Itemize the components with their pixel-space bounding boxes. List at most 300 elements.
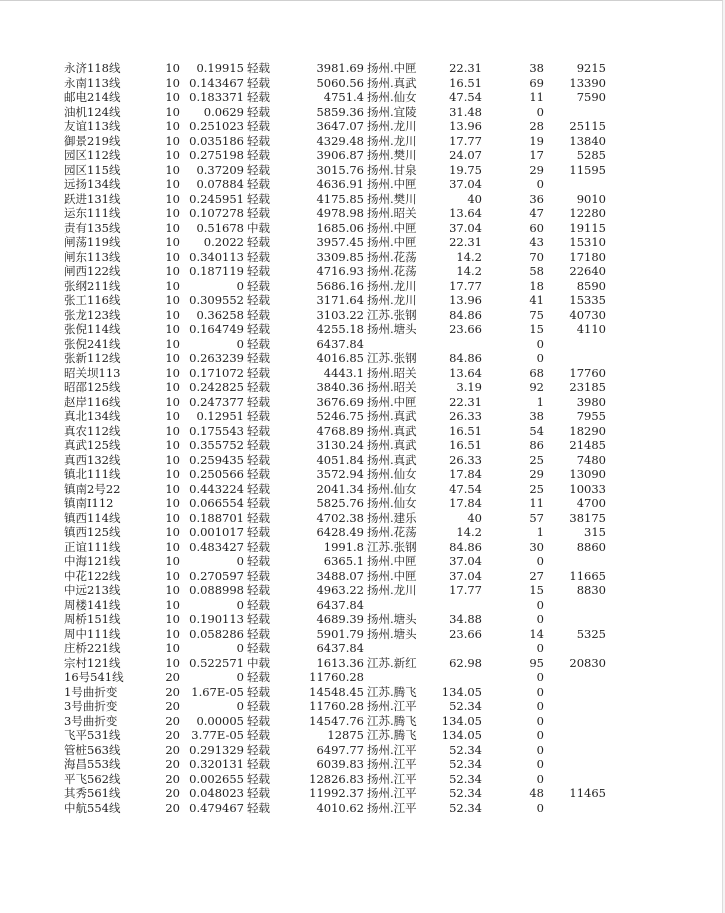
load-status-cell: 轻载 <box>247 496 270 510</box>
value-cell: 4700 <box>576 496 606 510</box>
voltage-cell: 10 <box>165 148 180 162</box>
load-rate-cell: 0.245951 <box>189 191 244 206</box>
line-name-cell: 3号曲折变 <box>64 699 118 713</box>
load-status-cell: 轻载 <box>247 104 270 119</box>
voltage-cell: 10 <box>165 568 180 583</box>
capacity-cell: 4978.98 <box>316 206 364 220</box>
capacity-cell: 4051.84 <box>316 452 364 467</box>
capacity-cell: 4329.48 <box>316 133 364 148</box>
location-cell: 扬州.真武 <box>367 75 417 90</box>
load-status-cell: 轻载 <box>247 249 270 264</box>
location-cell: 江苏.腾飞 <box>367 713 417 728</box>
load-status-cell: 轻载 <box>247 568 270 583</box>
capacity-cell: 2041.34 <box>316 481 364 496</box>
value-cell: 13840 <box>569 133 606 148</box>
distance-cell: 134.05 <box>441 713 482 728</box>
count-cell: 1 <box>536 394 544 409</box>
table-row <box>0 612 722 627</box>
load-rate-cell: 0.002655 <box>189 771 244 786</box>
value-cell: 9010 <box>576 191 606 206</box>
voltage-cell: 20 <box>165 757 180 771</box>
distance-cell: 47.54 <box>449 90 482 104</box>
capacity-cell: 6437.84 <box>316 597 364 612</box>
load-status-cell: 轻载 <box>247 409 270 423</box>
table-row <box>0 714 722 729</box>
load-rate-cell: 0.107278 <box>189 206 244 220</box>
load-rate-cell: 0.164749 <box>189 322 244 336</box>
load-rate-cell: 0.190113 <box>189 612 244 626</box>
voltage-cell: 10 <box>165 61 180 75</box>
line-name-cell: 张龙123线 <box>64 307 121 322</box>
capacity-cell: 6437.84 <box>316 336 364 351</box>
voltage-cell: 10 <box>165 655 180 670</box>
count-cell: 0 <box>536 757 544 771</box>
count-cell: 18 <box>529 278 544 293</box>
load-status-cell: 轻载 <box>247 699 270 713</box>
table-row <box>0 525 722 540</box>
line-name-cell: 闸荡119线 <box>64 235 121 249</box>
count-cell: 30 <box>529 539 544 554</box>
value-cell: 15335 <box>569 293 606 307</box>
distance-cell: 134.05 <box>441 684 482 699</box>
distance-cell: 40 <box>467 191 482 206</box>
table-row <box>0 395 722 410</box>
table-row <box>0 728 722 743</box>
load-status-cell: 轻载 <box>247 771 270 786</box>
capacity-cell: 3840.36 <box>316 380 364 394</box>
line-name-cell: 跃进131线 <box>64 191 121 206</box>
location-cell: 扬州.塘头 <box>367 322 417 336</box>
count-cell: 95 <box>529 655 544 670</box>
location-cell: 江苏.腾飞 <box>367 684 417 699</box>
value-cell: 40730 <box>569 307 606 322</box>
voltage-cell: 20 <box>165 699 180 713</box>
capacity-cell: 3981.69 <box>316 61 364 75</box>
voltage-cell: 10 <box>165 351 180 365</box>
distance-cell: 52.34 <box>449 699 482 713</box>
voltage-cell: 10 <box>165 510 180 525</box>
capacity-cell: 4716.93 <box>316 264 364 278</box>
voltage-cell: 20 <box>165 800 180 815</box>
location-cell: 扬州.昭关 <box>367 365 417 380</box>
value-cell: 3980 <box>576 394 606 409</box>
capacity-cell: 4443.1 <box>323 365 364 380</box>
load-status-cell: 轻载 <box>247 742 270 757</box>
line-name-cell: 镇北111线 <box>64 467 121 481</box>
value-cell: 9215 <box>576 61 606 75</box>
load-status-cell: 轻载 <box>247 206 270 220</box>
load-rate-cell: 0 <box>236 336 244 351</box>
distance-cell: 37.04 <box>449 220 482 235</box>
load-rate-cell: 1.67E-05 <box>191 684 244 699</box>
line-name-cell: 庄桥221线 <box>64 641 121 655</box>
capacity-cell: 4768.89 <box>316 423 364 438</box>
distance-cell: 52.34 <box>449 757 482 771</box>
location-cell: 扬州.龙川 <box>367 278 417 293</box>
distance-cell: 52.34 <box>449 786 482 800</box>
distance-cell: 84.86 <box>449 539 482 554</box>
load-rate-cell: 0.251023 <box>189 119 244 133</box>
voltage-cell: 10 <box>165 336 180 351</box>
voltage-cell: 10 <box>165 452 180 467</box>
voltage-cell: 10 <box>165 191 180 206</box>
load-rate-cell: 0.355752 <box>189 438 244 452</box>
load-status-cell: 轻载 <box>247 467 270 481</box>
location-cell: 江苏.张钢 <box>367 539 417 554</box>
load-rate-cell: 0.340113 <box>189 249 244 264</box>
count-cell: 0 <box>536 713 544 728</box>
voltage-cell: 20 <box>165 771 180 786</box>
distance-cell: 37.04 <box>449 177 482 191</box>
distance-cell: 37.04 <box>449 554 482 568</box>
location-cell: 扬州.真武 <box>367 438 417 452</box>
table-row <box>0 134 722 149</box>
load-rate-cell: 0.183371 <box>189 90 244 104</box>
line-name-cell: 其秀561线 <box>64 786 121 800</box>
load-status-cell: 中载 <box>247 655 270 670</box>
line-name-cell: 邮电214线 <box>64 90 121 104</box>
distance-cell: 22.31 <box>449 394 482 409</box>
load-status-cell: 轻载 <box>247 119 270 133</box>
load-rate-cell: 0.058286 <box>189 626 244 641</box>
value-cell: 8830 <box>576 583 606 597</box>
table-row <box>0 627 722 642</box>
capacity-cell: 3309.85 <box>316 249 364 264</box>
load-status-cell: 轻载 <box>247 510 270 525</box>
line-name-cell: 1号曲折变 <box>64 684 118 699</box>
location-cell: 扬州.江平 <box>367 800 417 815</box>
line-name-cell: 中航554线 <box>64 800 121 815</box>
location-cell: 扬州.龙川 <box>367 293 417 307</box>
table-row <box>0 148 722 163</box>
line-name-cell: 张倪114线 <box>64 322 121 336</box>
table-row <box>0 119 722 134</box>
count-cell: 17 <box>529 148 544 162</box>
voltage-cell: 20 <box>165 713 180 728</box>
table-row <box>0 337 722 352</box>
load-rate-cell: 0.088998 <box>189 583 244 597</box>
load-status-cell: 轻载 <box>247 162 270 177</box>
voltage-cell: 10 <box>165 206 180 220</box>
table-row <box>0 177 722 192</box>
load-status-cell: 轻载 <box>247 394 270 409</box>
value-cell: 10033 <box>569 481 606 496</box>
line-name-cell: 管桩563线 <box>64 742 121 757</box>
table-row <box>0 569 722 584</box>
capacity-cell: 4636.91 <box>316 177 364 191</box>
voltage-cell: 20 <box>165 684 180 699</box>
load-status-cell: 轻载 <box>247 525 270 539</box>
count-cell: 68 <box>529 365 544 380</box>
load-status-cell: 轻载 <box>247 307 270 322</box>
capacity-cell: 12826.83 <box>309 771 364 786</box>
distance-cell: 13.96 <box>449 119 482 133</box>
voltage-cell: 10 <box>165 409 180 423</box>
location-cell: 扬州.花荡 <box>367 525 417 539</box>
distance-cell: 23.66 <box>449 322 482 336</box>
load-status-cell: 轻载 <box>247 336 270 351</box>
load-status-cell: 轻载 <box>247 293 270 307</box>
load-status-cell: 轻载 <box>247 365 270 380</box>
voltage-cell: 10 <box>165 597 180 612</box>
table-row <box>0 192 722 207</box>
voltage-cell: 10 <box>165 525 180 539</box>
table-row <box>0 801 722 816</box>
value-cell: 8860 <box>576 539 606 554</box>
line-name-cell: 宗村121线 <box>64 655 121 670</box>
distance-cell: 52.34 <box>449 742 482 757</box>
location-cell: 扬州.花荡 <box>367 249 417 264</box>
data-table <box>0 61 722 815</box>
capacity-cell: 3647.07 <box>316 119 364 133</box>
distance-cell: 14.2 <box>456 264 482 278</box>
table-row <box>0 540 722 555</box>
table-row <box>0 221 722 236</box>
value-cell: 11665 <box>569 568 606 583</box>
location-cell: 扬州.宜陵 <box>367 104 417 119</box>
distance-cell: 31.48 <box>449 104 482 119</box>
load-status-cell: 轻载 <box>247 133 270 148</box>
line-name-cell: 闸西122线 <box>64 264 121 278</box>
load-rate-cell: 0.247377 <box>189 394 244 409</box>
capacity-cell: 4010.62 <box>316 800 364 815</box>
line-name-cell: 永南113线 <box>64 75 121 90</box>
line-name-cell: 镇西114线 <box>64 510 121 525</box>
location-cell: 扬州.江平 <box>367 699 417 713</box>
capacity-cell: 3676.69 <box>316 394 364 409</box>
load-status-cell: 轻载 <box>247 670 270 684</box>
load-rate-cell: 0.07884 <box>196 177 244 191</box>
capacity-cell: 12875 <box>327 728 364 742</box>
table-row <box>0 670 722 685</box>
voltage-cell: 10 <box>165 641 180 655</box>
count-cell: 0 <box>536 641 544 655</box>
value-cell: 8590 <box>576 278 606 293</box>
load-status-cell: 轻载 <box>247 583 270 597</box>
distance-cell: 14.2 <box>456 249 482 264</box>
distance-cell: 22.31 <box>449 61 482 75</box>
load-status-cell: 轻载 <box>247 728 270 742</box>
line-name-cell: 16号541线 <box>64 670 124 684</box>
table-row <box>0 511 722 526</box>
distance-cell: 16.51 <box>449 75 482 90</box>
capacity-cell: 14547.76 <box>309 713 364 728</box>
table-row <box>0 699 722 714</box>
line-name-cell: 周中111线 <box>64 626 121 641</box>
voltage-cell: 10 <box>165 133 180 148</box>
distance-cell: 17.77 <box>449 278 482 293</box>
load-rate-cell: 0.066554 <box>189 496 244 510</box>
count-cell: 15 <box>529 322 544 336</box>
load-rate-cell: 0.291329 <box>189 742 244 757</box>
line-name-cell: 远扬134线 <box>64 177 121 191</box>
table-row <box>0 380 722 395</box>
line-name-cell: 园区115线 <box>64 162 121 177</box>
capacity-cell: 5825.76 <box>316 496 364 510</box>
load-status-cell: 中载 <box>247 220 270 235</box>
distance-cell: 47.54 <box>449 481 482 496</box>
count-cell: 25 <box>529 481 544 496</box>
line-name-cell: 张纲211线 <box>64 278 121 293</box>
location-cell: 扬州.仙女 <box>367 90 417 104</box>
count-cell: 47 <box>529 206 544 220</box>
value-cell: 20830 <box>569 655 606 670</box>
capacity-cell: 4175.85 <box>316 191 364 206</box>
count-cell: 0 <box>536 800 544 815</box>
line-name-cell: 闸东113线 <box>64 249 121 264</box>
distance-cell: 26.33 <box>449 452 482 467</box>
load-rate-cell: 0.522571 <box>189 655 244 670</box>
capacity-cell: 11760.28 <box>309 670 364 684</box>
table-row <box>0 496 722 511</box>
table-row <box>0 308 722 323</box>
table-row <box>0 293 722 308</box>
distance-cell: 19.75 <box>449 162 482 177</box>
load-rate-cell: 0.259435 <box>189 452 244 467</box>
voltage-cell: 10 <box>165 322 180 336</box>
voltage-cell: 10 <box>165 249 180 264</box>
distance-cell: 13.64 <box>449 206 482 220</box>
location-cell: 扬州.中匣 <box>367 235 417 249</box>
load-status-cell: 轻载 <box>247 684 270 699</box>
location-cell: 扬州.中匣 <box>367 220 417 235</box>
count-cell: 29 <box>529 467 544 481</box>
capacity-cell: 5859.36 <box>316 104 364 119</box>
load-status-cell: 轻载 <box>247 90 270 104</box>
line-name-cell: 中海121线 <box>64 554 121 568</box>
location-cell: 扬州.仙女 <box>367 481 417 496</box>
load-rate-cell: 0.035186 <box>189 133 244 148</box>
table-row <box>0 685 722 700</box>
load-rate-cell: 0.270597 <box>189 568 244 583</box>
capacity-cell: 4963.22 <box>316 583 364 597</box>
line-name-cell: 园区112线 <box>64 148 121 162</box>
voltage-cell: 10 <box>165 612 180 626</box>
distance-cell: 134.05 <box>441 728 482 742</box>
distance-cell: 16.51 <box>449 438 482 452</box>
table-row <box>0 105 722 120</box>
table-row <box>0 453 722 468</box>
load-rate-cell: 0.275198 <box>189 148 244 162</box>
voltage-cell: 10 <box>165 293 180 307</box>
voltage-cell: 10 <box>165 554 180 568</box>
line-name-cell: 赵岸116线 <box>64 394 121 409</box>
count-cell: 38 <box>529 61 544 75</box>
value-cell: 17180 <box>569 249 606 264</box>
table-row <box>0 322 722 337</box>
location-cell: 扬州.樊川 <box>367 191 417 206</box>
value-cell: 4110 <box>576 322 606 336</box>
voltage-cell: 10 <box>165 626 180 641</box>
voltage-cell: 10 <box>165 162 180 177</box>
table-row <box>0 163 722 178</box>
voltage-cell: 10 <box>165 583 180 597</box>
count-cell: 43 <box>529 235 544 249</box>
load-status-cell: 轻载 <box>247 423 270 438</box>
load-status-cell: 轻载 <box>247 539 270 554</box>
count-cell: 0 <box>536 597 544 612</box>
line-name-cell: 御景219线 <box>64 133 121 148</box>
location-cell: 扬州.真武 <box>367 409 417 423</box>
count-cell: 11 <box>529 90 544 104</box>
location-cell: 江苏.张钢 <box>367 307 417 322</box>
count-cell: 0 <box>536 699 544 713</box>
distance-cell: 84.86 <box>449 307 482 322</box>
table-row <box>0 235 722 250</box>
load-status-cell: 轻载 <box>247 438 270 452</box>
load-status-cell: 轻载 <box>247 322 270 336</box>
voltage-cell: 10 <box>165 278 180 293</box>
value-cell: 17760 <box>569 365 606 380</box>
capacity-cell: 3130.24 <box>316 438 364 452</box>
distance-cell: 22.31 <box>449 235 482 249</box>
line-name-cell: 张倪241线 <box>64 336 121 351</box>
table-row <box>0 656 722 671</box>
location-cell: 扬州.仙女 <box>367 496 417 510</box>
load-rate-cell: 0.483427 <box>189 539 244 554</box>
capacity-cell: 4702.38 <box>316 510 364 525</box>
table-row <box>0 61 722 76</box>
load-rate-cell: 0.2022 <box>203 235 244 249</box>
value-cell: 15310 <box>569 235 606 249</box>
table-row <box>0 409 722 424</box>
location-cell: 扬州.江平 <box>367 771 417 786</box>
capacity-cell: 3906.87 <box>316 148 364 162</box>
load-rate-cell: 0.00005 <box>196 713 244 728</box>
capacity-cell: 4255.18 <box>316 322 364 336</box>
count-cell: 54 <box>529 423 544 438</box>
count-cell: 0 <box>536 771 544 786</box>
capacity-cell: 1613.36 <box>316 655 364 670</box>
load-rate-cell: 0.143467 <box>189 75 244 90</box>
load-rate-cell: 0 <box>236 641 244 655</box>
location-cell: 扬州.真武 <box>367 423 417 438</box>
line-name-cell: 真农112线 <box>64 423 121 438</box>
load-status-cell: 轻载 <box>247 61 270 75</box>
load-rate-cell: 0.51678 <box>196 220 244 235</box>
count-cell: 15 <box>529 583 544 597</box>
location-cell: 扬州.中匣 <box>367 568 417 583</box>
count-cell: 36 <box>529 191 544 206</box>
table-row <box>0 76 722 91</box>
line-name-cell: 永济118线 <box>64 61 121 75</box>
line-name-cell: 张工116线 <box>64 293 121 307</box>
table-row <box>0 366 722 381</box>
location-cell: 扬州.江平 <box>367 742 417 757</box>
capacity-cell: 6497.77 <box>316 742 364 757</box>
table-row <box>0 467 722 482</box>
voltage-cell: 10 <box>165 220 180 235</box>
voltage-cell: 20 <box>165 786 180 800</box>
value-cell: 38175 <box>569 510 606 525</box>
capacity-cell: 3572.94 <box>316 467 364 481</box>
value-cell: 12280 <box>569 206 606 220</box>
capacity-cell: 6437.84 <box>316 641 364 655</box>
location-cell: 扬州.江平 <box>367 757 417 771</box>
value-cell: 7480 <box>576 452 606 467</box>
count-cell: 58 <box>529 264 544 278</box>
voltage-cell: 10 <box>165 75 180 90</box>
load-status-cell: 轻载 <box>247 452 270 467</box>
voltage-cell: 10 <box>165 438 180 452</box>
value-cell: 13090 <box>569 467 606 481</box>
count-cell: 0 <box>536 336 544 351</box>
count-cell: 29 <box>529 162 544 177</box>
location-cell: 扬州.昭关 <box>367 206 417 220</box>
location-cell: 扬州.仙女 <box>367 467 417 481</box>
voltage-cell: 10 <box>165 365 180 380</box>
load-rate-cell: 0.001017 <box>189 525 244 539</box>
